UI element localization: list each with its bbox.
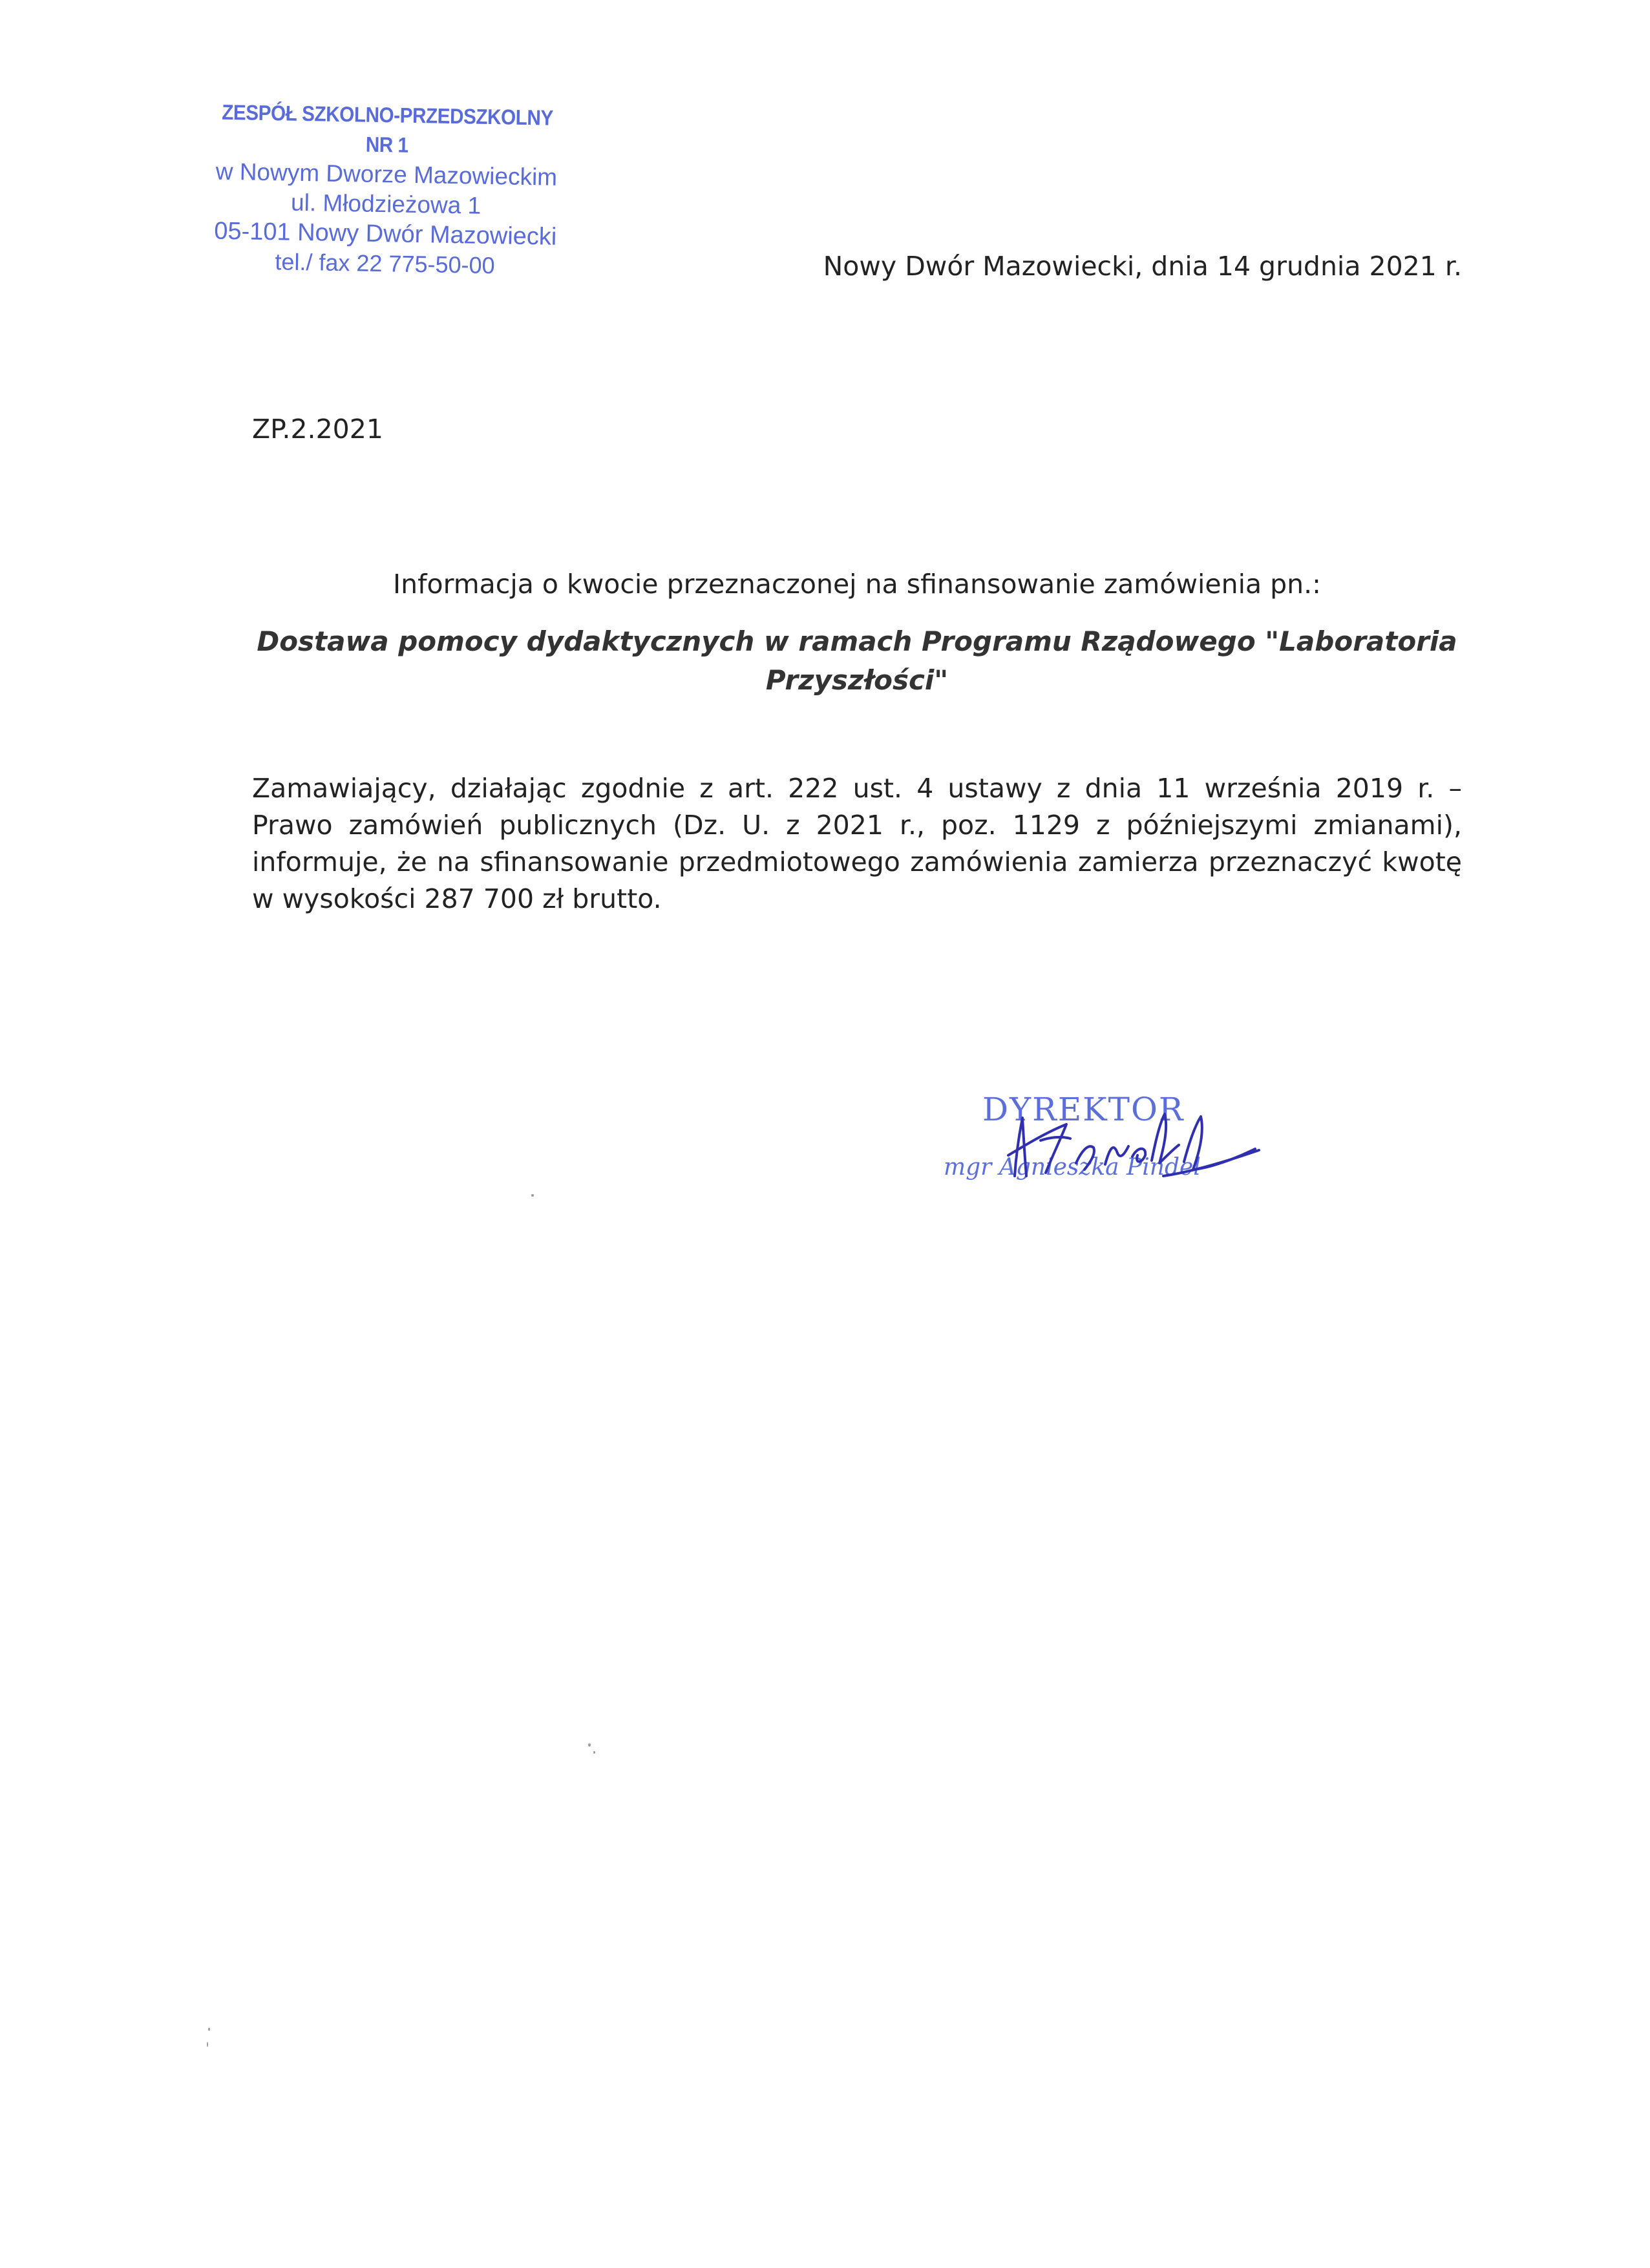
stamp-line-city: w Nowym Dworze Mazowieckim — [215, 158, 558, 191]
subject-line-1: Dostawa pomocy dydaktycznych w ramach Programu Rządowego "Laboratoria — [257, 625, 1457, 657]
place-date: Nowy Dwór Mazowiecki, dnia 14 grudnia 2021 r. — [823, 251, 1462, 282]
stamp-line-street: ul. Młodzieżowa 1 — [290, 189, 481, 219]
handwritten-signature-icon — [944, 1079, 1306, 1228]
scan-speck — [208, 2028, 210, 2031]
procurement-subject — [252, 622, 1462, 700]
stamp-line-school: ZESPÓŁ SZKOLNO-PRZEDSZKOLNY NR 1 — [221, 100, 554, 157]
scan-speck — [588, 1743, 591, 1747]
body-line-4: w wysokości 287 700 zł brutto. — [252, 883, 662, 914]
body-paragraph — [252, 770, 1462, 918]
info-title: Informacja o kwocie przeznaczonej na sfinansowanie zamówienia pn.: — [393, 569, 1321, 600]
body-line-1: Zamawiający, działając zgodnie z art. 222 ust. 4 ustawy z dnia 11 września 2019 r. – — [252, 773, 1462, 804]
scan-speck — [531, 1194, 534, 1197]
subject-line-2: Przyszłości" — [765, 664, 949, 696]
scan-speck — [593, 1751, 595, 1754]
school-stamp — [191, 97, 582, 282]
body-line-2: Prawo zamówień publicznych (Dz. U. z 2021 r., poz. 1129 z późniejszymi zmianami), — [252, 810, 1462, 841]
body-line-3: informuje, że na sfinansowanie przedmiotowego zamówienia zamierza przeznaczyć kwotę — [252, 846, 1462, 877]
signature-block — [944, 1079, 1306, 1228]
scan-speck — [207, 2042, 208, 2047]
stamp-line-phone: tel./ fax 22 775-50-00 — [275, 248, 495, 279]
signature-stamp-name: mgr Agnieszka Pindel — [944, 1154, 1201, 1181]
reference-number: ZP.2.2021 — [252, 414, 383, 445]
signature-stamp-title: DYREKTOR — [982, 1091, 1185, 1128]
stamp-line-postcode: 05-101 Nowy Dwór Mazowiecki — [213, 217, 557, 251]
